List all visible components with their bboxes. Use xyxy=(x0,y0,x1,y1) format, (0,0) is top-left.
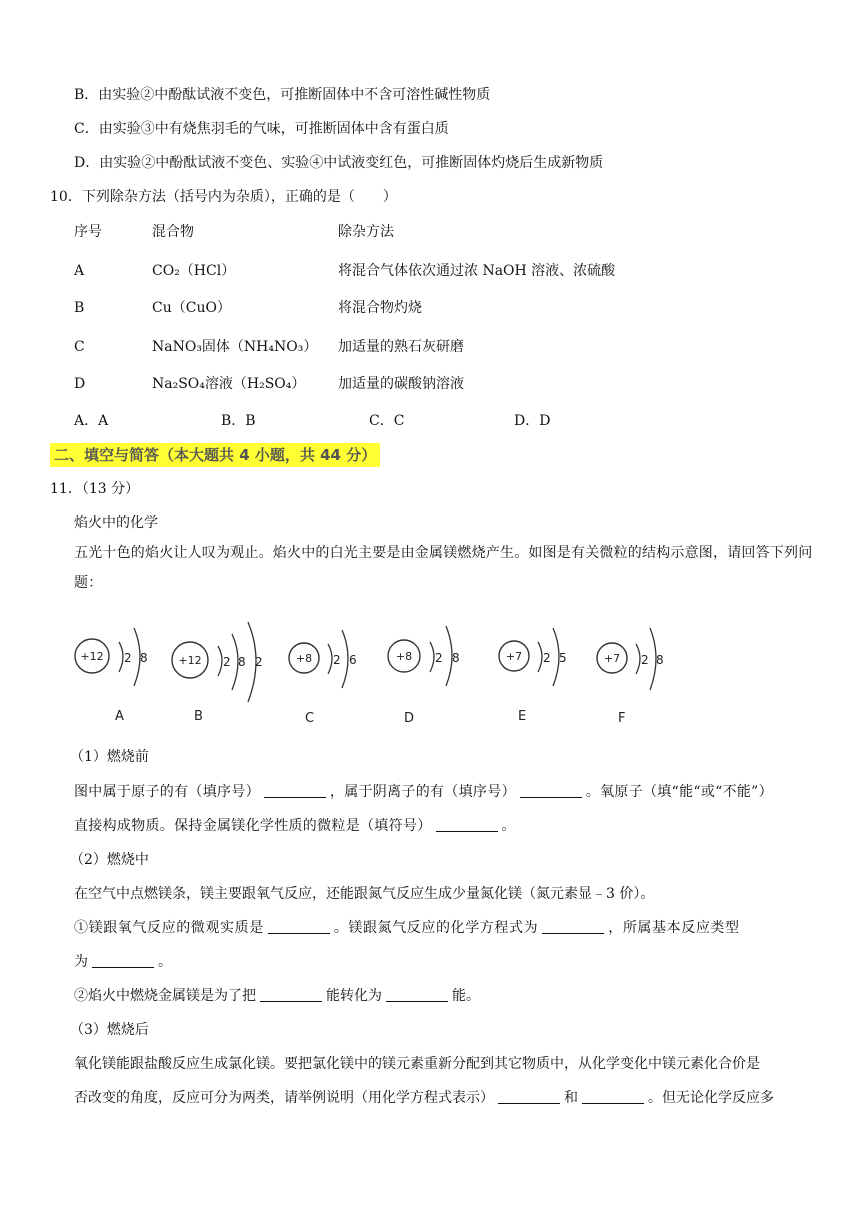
part2-line: 在空气中点燃镁条，镁主要跟氧气反应，还能跟氮气反应生成少量氮化镁（氮元素显﹣3 价）。 xyxy=(74,886,655,902)
q10-stem: 10．下列除杂方法（括号内为杂质），正确的是（ ） xyxy=(50,189,397,205)
part2-heading: （2）燃烧中 xyxy=(70,852,149,868)
text: 直接构成物质。保持金属镁化学性质的微粒是（填符号） xyxy=(74,818,432,834)
answer-blank[interactable] xyxy=(260,987,322,1002)
part1-line1 xyxy=(74,782,773,802)
diagram-label: E xyxy=(518,709,527,724)
nucleus-charge: +8 xyxy=(395,650,413,663)
diagram-b xyxy=(172,622,263,724)
q9-option-d: D．由实验②中酚酞试液不变色、实验④中试液变红色，可推断固体灼烧后生成新物质 xyxy=(74,155,604,171)
text: ，所属基本反应类型 xyxy=(608,920,740,936)
shell-electrons: 2 xyxy=(255,655,263,669)
shell-electrons: 5 xyxy=(559,651,567,665)
q10-choice-a: A．A xyxy=(74,413,109,429)
q10-row-id: B xyxy=(74,300,85,316)
nucleus-charge: +7 xyxy=(505,650,523,663)
shell-electrons: 8 xyxy=(140,651,148,665)
text: 能。 xyxy=(452,988,480,1004)
shell-electrons: 2 xyxy=(333,653,341,667)
diagram-a xyxy=(75,628,148,724)
diagram-d xyxy=(388,626,460,726)
shell-electrons: 8 xyxy=(452,651,460,665)
q9-option-b: B．由实验②中酚酞试液不变色，可推断固体中不含可溶性碱性物质 xyxy=(74,87,491,103)
q10-choice-c: C．C xyxy=(369,413,405,429)
text: ，属于阴离子的有（填序号） xyxy=(329,784,516,800)
nucleus-charge: +12 xyxy=(178,654,202,667)
q11-number: 11．（13 分） xyxy=(50,481,140,497)
shell-electrons: 8 xyxy=(656,653,664,667)
part3-line2 xyxy=(74,1088,774,1108)
diagram-c xyxy=(289,630,357,726)
atomic-structure-diagrams xyxy=(70,620,710,730)
q11-title: 焰火中的化学 xyxy=(74,515,158,531)
answer-blank[interactable] xyxy=(520,783,582,798)
text: ②焰火中燃烧金属镁是为了把 xyxy=(74,988,256,1004)
text: 。镁跟氮气反应的化学方程式为 xyxy=(333,920,539,936)
q10-row-id: D xyxy=(74,376,86,392)
text: 。但无论化学反应多 xyxy=(648,1090,774,1106)
q10-row-mixture: NaNO₃固体（NH₄NO₃） xyxy=(152,339,318,355)
q10-row-method: 加适量的熟石灰研磨 xyxy=(338,339,464,355)
diagram-label: D xyxy=(404,711,415,726)
diagram-label: C xyxy=(305,711,315,726)
answer-blank[interactable] xyxy=(92,953,154,968)
q10-header-method: 除杂方法 xyxy=(338,224,394,240)
shell-electrons: 2 xyxy=(124,651,132,665)
answer-blank[interactable] xyxy=(436,817,498,832)
q10-choice-d: D．D xyxy=(514,413,551,429)
text: 否改变的角度，反应可分为两类，请举例说明（用化学方程式表示） xyxy=(74,1090,494,1106)
part1-heading: （1）燃烧前 xyxy=(70,749,149,765)
diagram-e xyxy=(499,628,567,724)
shell-electrons: 2 xyxy=(435,651,443,665)
shell-electrons: 2 xyxy=(223,655,231,669)
answer-blank[interactable] xyxy=(386,987,448,1002)
nucleus-charge: +12 xyxy=(80,650,104,663)
part3-line1: 氧化镁能跟盐酸反应生成氯化镁。要把氯化镁中的镁元素重新分配到其它物质中，从化学变化中镁元素化合价是 xyxy=(74,1056,760,1072)
q10-row-mixture: Cu（CuO） xyxy=(152,300,231,316)
answer-blank[interactable] xyxy=(542,919,604,934)
diagram-label: A xyxy=(115,709,124,724)
text: 。 xyxy=(158,954,172,970)
q10-row-method: 加适量的碳酸钠溶液 xyxy=(338,376,464,392)
q10-row-method: 将混合物灼烧 xyxy=(338,300,422,316)
part2-item1 xyxy=(74,918,740,938)
section-header: 二、填空与简答（本大题共 4 小题，共 44 分） xyxy=(50,443,380,467)
part2-item2 xyxy=(74,986,480,1006)
text: 和 xyxy=(564,1090,578,1106)
diagram-label: B xyxy=(194,709,203,724)
shell-electrons: 6 xyxy=(349,653,357,667)
text: 为 xyxy=(74,954,88,970)
q10-header-mixture: 混合物 xyxy=(152,224,194,240)
answer-blank[interactable] xyxy=(582,1089,644,1104)
q10-row-id: A xyxy=(74,263,85,279)
q9-option-c: C．由实验③中有烧焦羽毛的气味，可推断固体中含有蛋白质 xyxy=(74,121,449,137)
text: 图中属于原子的有（填序号） xyxy=(74,784,260,800)
part2-item1-cont xyxy=(74,952,172,972)
q10-row-method: 将混合气体依次通过浓 NaOH 溶液、浓硫酸 xyxy=(338,263,616,279)
answer-blank[interactable] xyxy=(264,783,326,798)
q11-intro: 五光十色的焰火让人叹为观止。焰火中的白光主要是由金属镁燃烧产生。如图是有关微粒的结构示意图，请回答下列问题： xyxy=(74,545,813,591)
text: 。氧原子（填“能“或“不能”） xyxy=(585,784,773,800)
text: 能转化为 xyxy=(326,988,382,1004)
nucleus-charge: +8 xyxy=(295,652,313,665)
answer-blank[interactable] xyxy=(268,919,330,934)
q10-row-id: C xyxy=(74,339,85,355)
shell-electrons: 8 xyxy=(238,655,246,669)
q10-row-mixture: CO₂（HCl） xyxy=(152,263,236,279)
diagram-f xyxy=(597,628,664,726)
q10-row-mixture: Na₂SO₄溶液（H₂SO₄） xyxy=(152,376,306,392)
q10-choice-b: B．B xyxy=(221,413,256,429)
part1-line2 xyxy=(74,816,516,836)
nucleus-charge: +7 xyxy=(603,652,621,665)
q10-header-id: 序号 xyxy=(74,224,102,240)
shell-electrons: 2 xyxy=(641,653,649,667)
text: ①镁跟氧气反应的微观实质是 xyxy=(74,920,264,936)
shell-electrons: 2 xyxy=(543,651,551,665)
part3-heading: （3）燃烧后 xyxy=(70,1022,149,1038)
diagram-label: F xyxy=(618,711,626,726)
text: 。 xyxy=(501,818,516,834)
answer-blank[interactable] xyxy=(498,1089,560,1104)
